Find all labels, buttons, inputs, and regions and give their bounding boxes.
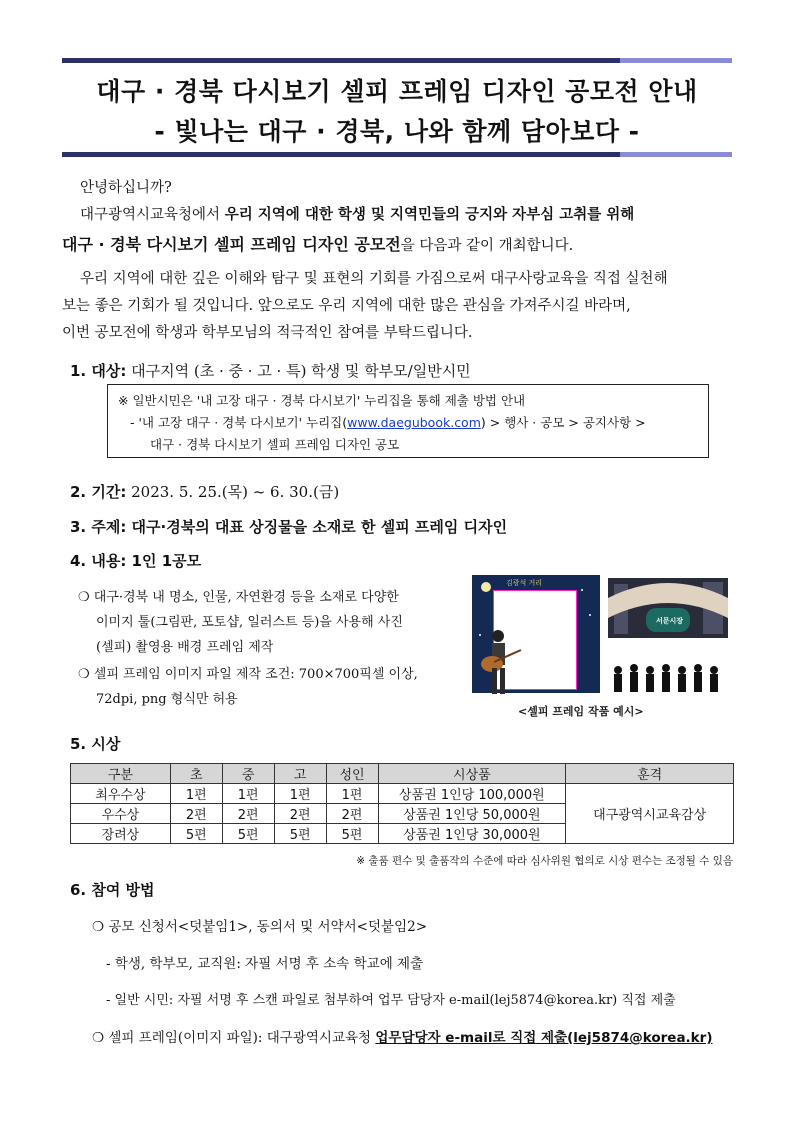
title-bar-bottom — [62, 152, 620, 157]
section-4-content: 4. 내용: 1인 1공모 — [70, 552, 202, 570]
table-cell: 우수상 — [71, 804, 171, 824]
title-bar-top-accent — [620, 58, 732, 63]
header-cell: 구분 — [71, 764, 171, 784]
table-cell: 5편 — [170, 824, 222, 844]
table-cell: 2편 — [222, 804, 274, 824]
note-line-2 — [130, 413, 646, 431]
intro-line-3: 우리 지역에 대한 깊은 이해와 탐구 및 표현의 기회를 가짐으로써 대구사랑교육을 직접 실천해 — [80, 271, 668, 287]
content-bullet-1-line-3: (셀피) 촬영용 배경 프레임 제작 — [96, 640, 274, 655]
header-cell: 성인 — [326, 764, 378, 784]
apply-item-2-lead: ❍ 셀피 프레임(이미지 파일): 대구광역시교육청 — [92, 1030, 376, 1046]
apply-item-1-sub-2: - 일반 시민: 자필 서명 후 스캔 파일로 첨부하여 업무 담당자 e-mail(lej5874@korea.kr) 직접 제출 — [106, 993, 676, 1008]
guitarist-figure — [476, 628, 526, 698]
example-caption: <셀피 프레임 작품 예시> — [518, 705, 644, 718]
table-cell: 1편 — [274, 784, 326, 804]
table-cell: 최우수상 — [71, 784, 171, 804]
apply-item-2-emphasis: 업무담당자 e-mail로 직접 제출(lej5874@korea.kr) — [375, 1030, 713, 1046]
section-1-target — [70, 360, 471, 381]
title-bar-bottom-accent — [620, 152, 732, 157]
table-cell: 상품권 1인당 100,000원 — [378, 784, 566, 804]
table-cell: 2편 — [274, 804, 326, 824]
header-cell: 시상품 — [378, 764, 566, 784]
content-bullet-2-line-1: ❍ 셀피 프레임 이미지 파일 제작 조건: 700×700픽셀 이상, — [78, 667, 418, 682]
section-1-label: 1. 대상: — [70, 362, 127, 380]
header-cell: 중 — [222, 764, 274, 784]
table-cell: 상품권 1인당 50,000원 — [378, 804, 566, 824]
intro-line-5: 이번 공모전에 학생과 학부모님의 적극적인 참여를 부탁드립니다. — [62, 325, 473, 341]
content-bullet-2-line-2: 72dpi, png 형식만 허용 — [96, 692, 238, 707]
market-sign-text: 서문시장 — [656, 617, 684, 625]
intro-line-1-lead: 대구광역시교육청에서 — [80, 207, 225, 223]
intro-line-1-emphasis: 우리 지역에 대한 학생 및 지역민들의 긍지와 자부심 고취를 위해 — [224, 207, 635, 223]
table-cell: 1편 — [222, 784, 274, 804]
content-bullet-1-line-2: 이미지 툴(그림판, 포토샵, 일러스트 등)을 사용해 사진 — [96, 615, 403, 630]
header-cell: 고 — [274, 764, 326, 784]
table-header-row — [71, 764, 734, 784]
market-example-image — [608, 578, 728, 698]
section-6-how-to-apply: 6. 참여 방법 — [70, 881, 155, 899]
apply-item-2 — [92, 1026, 713, 1046]
section-1-value: 대구지역 (초 · 중 · 고 · 특) 학생 및 학부모/일반시민 — [126, 362, 471, 380]
note-line-3: 대구 · 경북 다시보기 셀피 프레임 디자인 공모 — [150, 437, 400, 452]
apply-item-1-sub-1: - 학생, 학부모, 교직원: 자필 서명 후 소속 학교에 제출 — [106, 956, 424, 972]
page-title: 대구 · 경북 다시보기 셀피 프레임 디자인 공모전 안내 — [96, 77, 698, 106]
section-3-theme: 3. 주제: 대구·경북의 대표 상징물을 소재로 한 셀피 프레임 디자인 — [70, 518, 508, 536]
submission-note-box — [107, 384, 709, 458]
intro-line-2 — [62, 232, 573, 255]
header-cell: 훈격 — [566, 764, 734, 784]
note-line-2-tail: ) > 행사 · 공모 > 공지사항 > — [480, 415, 646, 430]
market-example-art — [608, 578, 728, 698]
table-cell: 2편 — [170, 804, 222, 824]
daegubook-link[interactable]: www.daegubook.com — [347, 415, 481, 430]
table-cell: 장려상 — [71, 824, 171, 844]
table-cell: 5편 — [222, 824, 274, 844]
table-cell: 상품권 1인당 30,000원 — [378, 824, 566, 844]
section-2-period — [70, 481, 339, 502]
table-cell: 5편 — [274, 824, 326, 844]
intro-line-2-tail: 을 다음과 같이 개최합니다. — [400, 238, 574, 254]
content-bullet-1-line-1: ❍ 대구·경북 내 명소, 인물, 자연환경 등을 소재로 다양한 — [78, 590, 399, 605]
table-cell: 2편 — [326, 804, 378, 824]
note-line-2-lead: - '내 고장 대구 · 경북 다시보기' 누리집( — [130, 415, 348, 430]
intro-line-4: 보는 좋은 기회가 될 것입니다. 앞으로도 우리 지역에 대한 많은 관심을 가져주시길 바라며, — [62, 298, 631, 314]
page-subtitle: - 빛나는 대구 · 경북, 나와 함께 담아보다 - — [154, 117, 640, 146]
note-line-1: ※ 일반시민은 '내 고장 대구 · 경북 다시보기' 누리집을 통해 제출 방법 안내 — [118, 393, 526, 408]
header-cell: 초 — [170, 764, 222, 784]
section-5-awards: 5. 시상 — [70, 735, 121, 753]
intro-line-1 — [80, 203, 634, 224]
table-cell: 1편 — [170, 784, 222, 804]
section-2-value: 2023. 5. 25.(목) ~ 6. 30.(금) — [126, 483, 340, 501]
table-cell: 1편 — [326, 784, 378, 804]
table-footnote: ※ 출품 편수 및 출품작의 수준에 따라 심사위원 협의로 시상 편수는 조정될 수 있음 — [356, 855, 733, 867]
title-bar-top — [62, 58, 620, 63]
frame-example-title: 김광석 거리 — [506, 579, 543, 587]
intro-contest-name: 대구 · 경북 다시보기 셀피 프레임 디자인 공모전 — [62, 235, 401, 254]
apply-item-1: ❍ 공모 신청서<덧붙임1>, 동의서 및 서약서<덧붙임2> — [92, 919, 428, 935]
awards-table — [70, 763, 734, 844]
greeting: 안녕하십니까? — [80, 180, 172, 196]
table-row — [71, 784, 734, 804]
section-2-label: 2. 기간: — [70, 483, 127, 501]
award-by-cell: 대구광역시교육감상 — [566, 784, 734, 844]
table-cell: 5편 — [326, 824, 378, 844]
